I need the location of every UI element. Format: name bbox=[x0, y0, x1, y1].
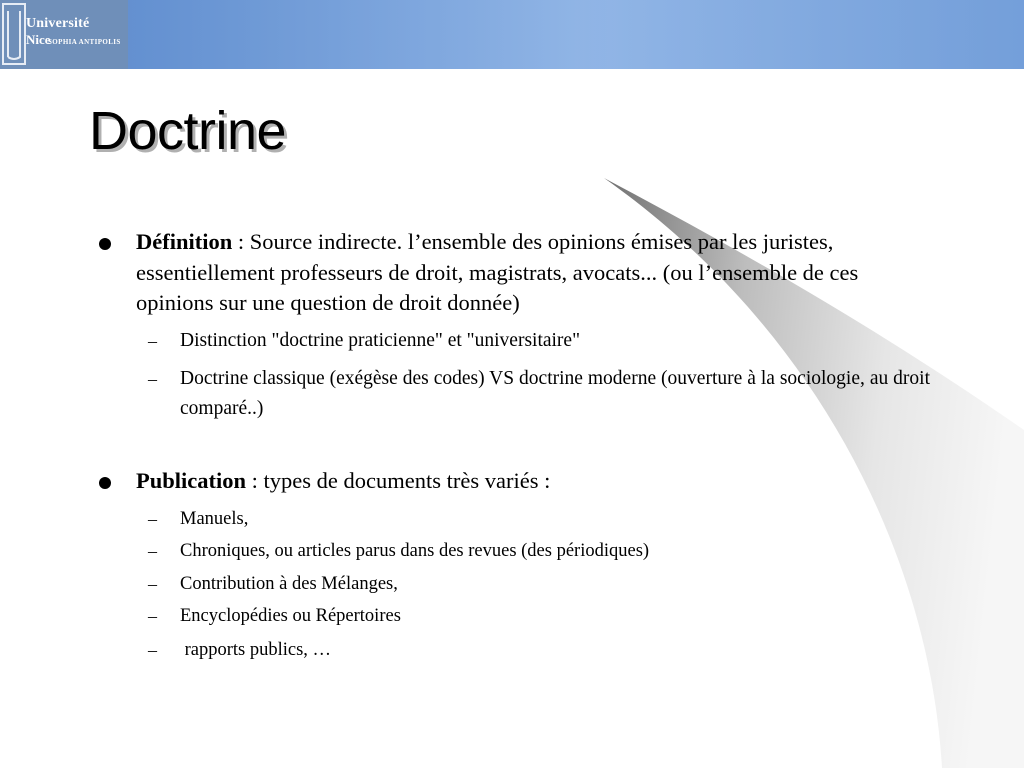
sub-dash: – bbox=[148, 606, 157, 626]
sub-dash: – bbox=[148, 331, 157, 351]
sub-item: Contribution à des Mélanges, bbox=[180, 574, 398, 594]
sub-dash: – bbox=[148, 509, 157, 529]
sub-item: Manuels, bbox=[180, 509, 249, 529]
logo-university-text: Université bbox=[26, 16, 90, 31]
logo-nice-text: Nice bbox=[26, 32, 51, 47]
bullet-label: Publication bbox=[136, 468, 247, 493]
bullet-definition bbox=[136, 227, 926, 319]
logo-sophia-text: SOPHIA ANTIPOLIS bbox=[48, 38, 121, 46]
bullet-text: : Source indirecte. l’ensemble des opinions émises par les juristes, essentiellement professeurs de droit, magistrats, avocats... (ou l’ensemble de ces opinions sur une question de droit donnée) bbox=[136, 229, 859, 315]
bullet-label: Définition bbox=[136, 229, 233, 254]
slide-title: Doctrine bbox=[89, 101, 287, 161]
bullet-dot bbox=[99, 238, 111, 250]
sub-item: Doctrine classique (exégèse des codes) VS doctrine moderne (ouverture à la sociologie, au droit comparé..) bbox=[180, 368, 930, 419]
sub-dash: – bbox=[148, 574, 157, 594]
bullet-dot bbox=[99, 477, 111, 489]
bullet-text: : types de documents très variés : bbox=[246, 468, 551, 493]
bullet-publication bbox=[136, 466, 926, 497]
sub-item: rapports publics, … bbox=[180, 640, 332, 660]
sub-item: Chroniques, ou articles parus dans des revues (des périodiques) bbox=[180, 541, 650, 561]
sub-item: Encyclopédies ou Répertoires bbox=[180, 606, 401, 626]
sub-dash: – bbox=[148, 640, 157, 660]
sub-item: Distinction "doctrine praticienne" et "universitaire" bbox=[180, 330, 581, 351]
sub-dash: – bbox=[148, 369, 157, 389]
sub-dash: – bbox=[148, 541, 157, 561]
